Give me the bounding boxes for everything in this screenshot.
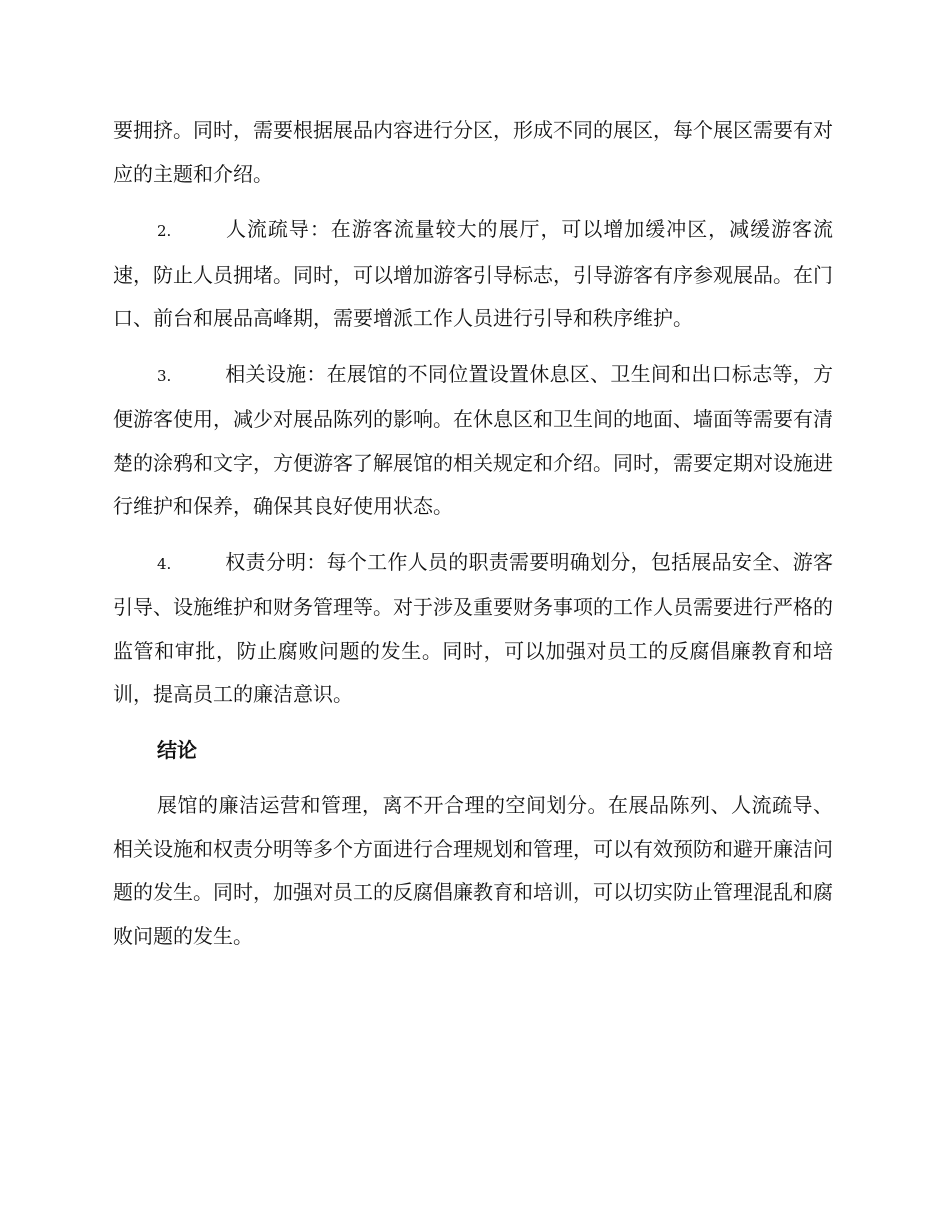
list-item-text: 相关设施：在展馆的不同位置设置休息区、卫生间和出口标志等，方便游客使用，减少对展品陈列的影响。在休息区和卫生间的地面、墙面等需要有清楚的涂鸦和文字，方便游客了解展馆的相关规定和介绍。同时，需要定期对设施进行维护和保养，确保其良好使用状态。 — [113, 361, 833, 518]
list-item-text: 权责分明：每个工作人员的职责需要明确划分，包括展品安全、游客引导、设施维护和财务管理等。对于涉及重要财务事项的工作人员需要进行严格的监管和审批，防止腐败问题的发生。同时，可以加强对员工的反腐倡廉教育和培训，提高员工的廉洁意识。 — [113, 549, 833, 706]
list-number: 3. — [157, 366, 172, 385]
intro-continuation-paragraph: 要拥挤。同时，需要根据展品内容进行分区，形成不同的展区，每个展区需要有对应的主题和介绍。 — [113, 118, 833, 186]
list-item-4 — [113, 541, 833, 717]
list-item-3 — [113, 353, 833, 529]
list-item-2 — [113, 208, 833, 341]
list-item-text: 人流疏导：在游客流量较大的展厅，可以增加缓冲区，减缓游客流速，防止人员拥堵。同时，可以增加游客引导标志，引导游客有序参观展品。在门口、前台和展品高峰期，需要增派工作人员进行引导和秩序维护。 — [113, 217, 833, 330]
list-number: 4. — [157, 554, 172, 573]
conclusion-paragraph: 展馆的廉洁运营和管理，离不开合理的空间划分。在展品陈列、人流疏导、相关设施和权责分明等多个方面进行合理规划和管理，可以有效预防和避开廉洁问题的发生。同时，加强对员工的反腐倡廉教育和培训，可以切实防止管理混乱和腐败问题的发生。 — [113, 793, 833, 948]
list-number: 2. — [157, 222, 172, 240]
document-page — [113, 109, 833, 958]
conclusion-heading: 结论 — [157, 737, 197, 762]
